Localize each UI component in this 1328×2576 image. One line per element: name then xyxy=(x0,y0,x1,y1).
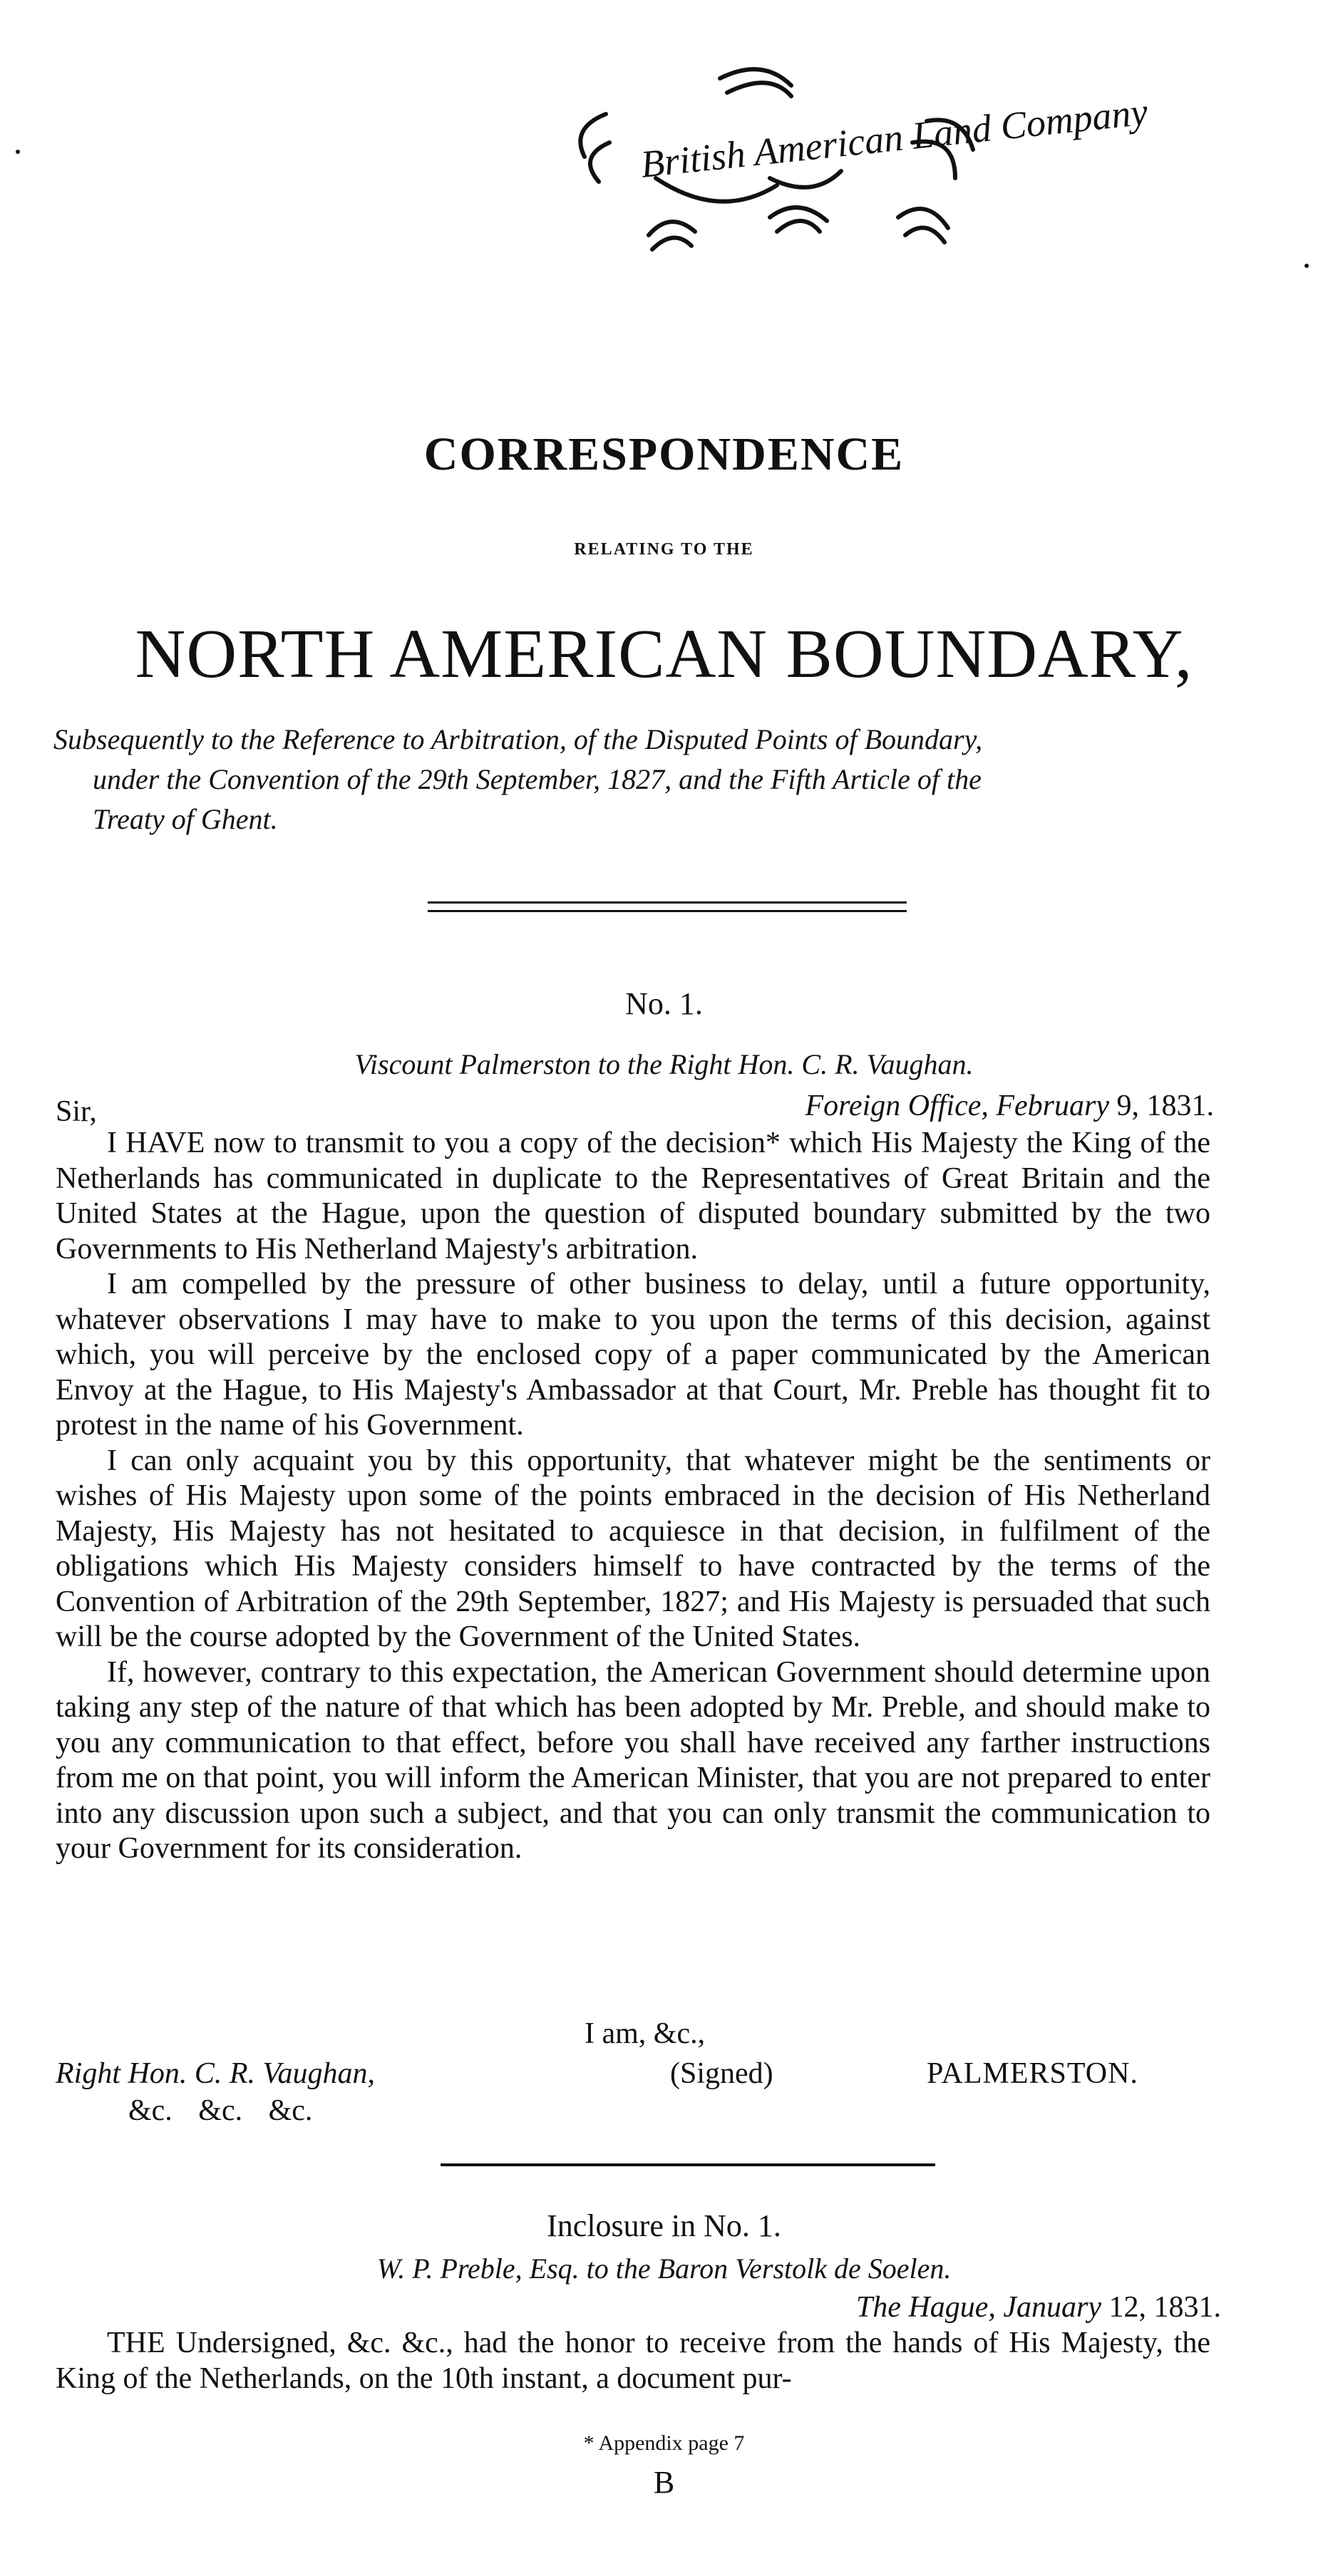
paragraph: I HAVE now to transmit to you a copy of the decision* which His Majesty the King of the Netherlands has communicated in duplicate to the Representatives of Great Britain and the United States at the Hague, upon the question of disputed boundary submitted by the two Governments to His Netherland Majesty's arbitration. xyxy=(56,1127,1210,1266)
addressee-etc: &c. &c. &c. xyxy=(128,2094,313,2127)
letter-body xyxy=(56,1126,1210,1867)
salutation: Sir, xyxy=(56,1095,97,1128)
inclosure-date-place: The Hague, January xyxy=(855,2291,1101,2324)
signed-label: (Signed) xyxy=(670,2057,773,2090)
printer-signature-mark: B xyxy=(653,2465,675,2500)
library-stamp xyxy=(556,57,1150,292)
paragraph: THE Undersigned, &c. &c., had the honor to receive from the hands of His Majesty, the King of the Netherlands, on the 10th instant, a document pur- xyxy=(56,2327,1210,2395)
closing-formula: I am, &c., xyxy=(585,2017,706,2050)
paragraph: I can only acquaint you by this opportunity, that whatever might be the sentiments or wishes of His Majesty upon some of the points embraced in the decision of His Netherland Majesty, His Majesty has not hesitated to acquiesce in that decision, in fulfilment of the obligations which His Majesty considers himself to have contracted by the terms of the Convention of Arbitration of the 29th September, 1827; and His Majesty is persuaded that such will be the course adopted by the Government of the United States. xyxy=(56,1444,1210,1653)
single-rule-divider xyxy=(441,2163,935,2166)
subtitle-line-2: under the Convention of the 29th September, 1827, and the Fifth Article of the xyxy=(93,763,982,795)
inclosure-date-day: 12, 1831. xyxy=(1101,2291,1221,2324)
paragraph: If, however, contrary to this expectation, the American Government should determine upon taking any step of the nature of that which has been adopted by Mr. Preble, and should make to you any communication to that effect, before you shall have received any farther instructions from me on that point, you will inform the American Minister, that you are not prepared to enter into any discussion upon such a subject, and that you can only transmit the communication to your Government for its consideration. xyxy=(56,1655,1210,1865)
signatory: PALMERSTON. xyxy=(927,2057,1138,2090)
relating-label: RELATING TO THE xyxy=(574,540,754,559)
print-speck xyxy=(16,150,20,154)
subtitle-line-1: Subsequently to the Reference to Arbitration, of the Disputed Points of Boundary, xyxy=(53,723,983,755)
main-heading: NORTH AMERICAN BOUNDARY, xyxy=(135,616,1193,693)
stamp-scrollwork-icon xyxy=(556,57,1150,292)
addressee: Right Hon. C. R. Vaughan, xyxy=(56,2057,375,2090)
double-rule-divider xyxy=(428,901,907,912)
subtitle xyxy=(53,720,1208,839)
letter-date xyxy=(805,1089,1214,1123)
print-speck xyxy=(1304,264,1309,268)
letter-heading: Viscount Palmerston to the Right Hon. C. R. Vaughan. xyxy=(354,1048,974,1080)
stamp-text: British American Land Company xyxy=(638,90,1150,186)
page-title: CORRESPONDENCE xyxy=(423,428,905,480)
paragraph: I am compelled by the pressure of other business to delay, until a future opportunity, whatever observations I may have to make to you upon the terms of this decision, against which, you will perceive by the enclosed copy of a paper communicated by the American Envoy at the Hague, to His Majesty's Ambassador at that Court, Mr. Preble has thought fit to protest in the name of his Government. xyxy=(56,1268,1210,1442)
inclosure-date xyxy=(856,2290,1221,2324)
footnote: * Appendix page 7 xyxy=(583,2431,745,2455)
letter-date-place: Foreign Office, February xyxy=(805,1090,1109,1122)
subtitle-line-3: Treaty of Ghent. xyxy=(93,803,278,835)
inclosure-heading: Inclosure in No. 1. xyxy=(547,2208,781,2243)
letter-number: No. 1. xyxy=(625,986,703,1021)
letter-date-day: 9, 1831. xyxy=(1109,1090,1214,1122)
inclosure-subheading: W. P. Preble, Esq. to the Baron Verstolk de Soelen. xyxy=(376,2252,952,2285)
inclosure-body xyxy=(56,2326,1210,2396)
